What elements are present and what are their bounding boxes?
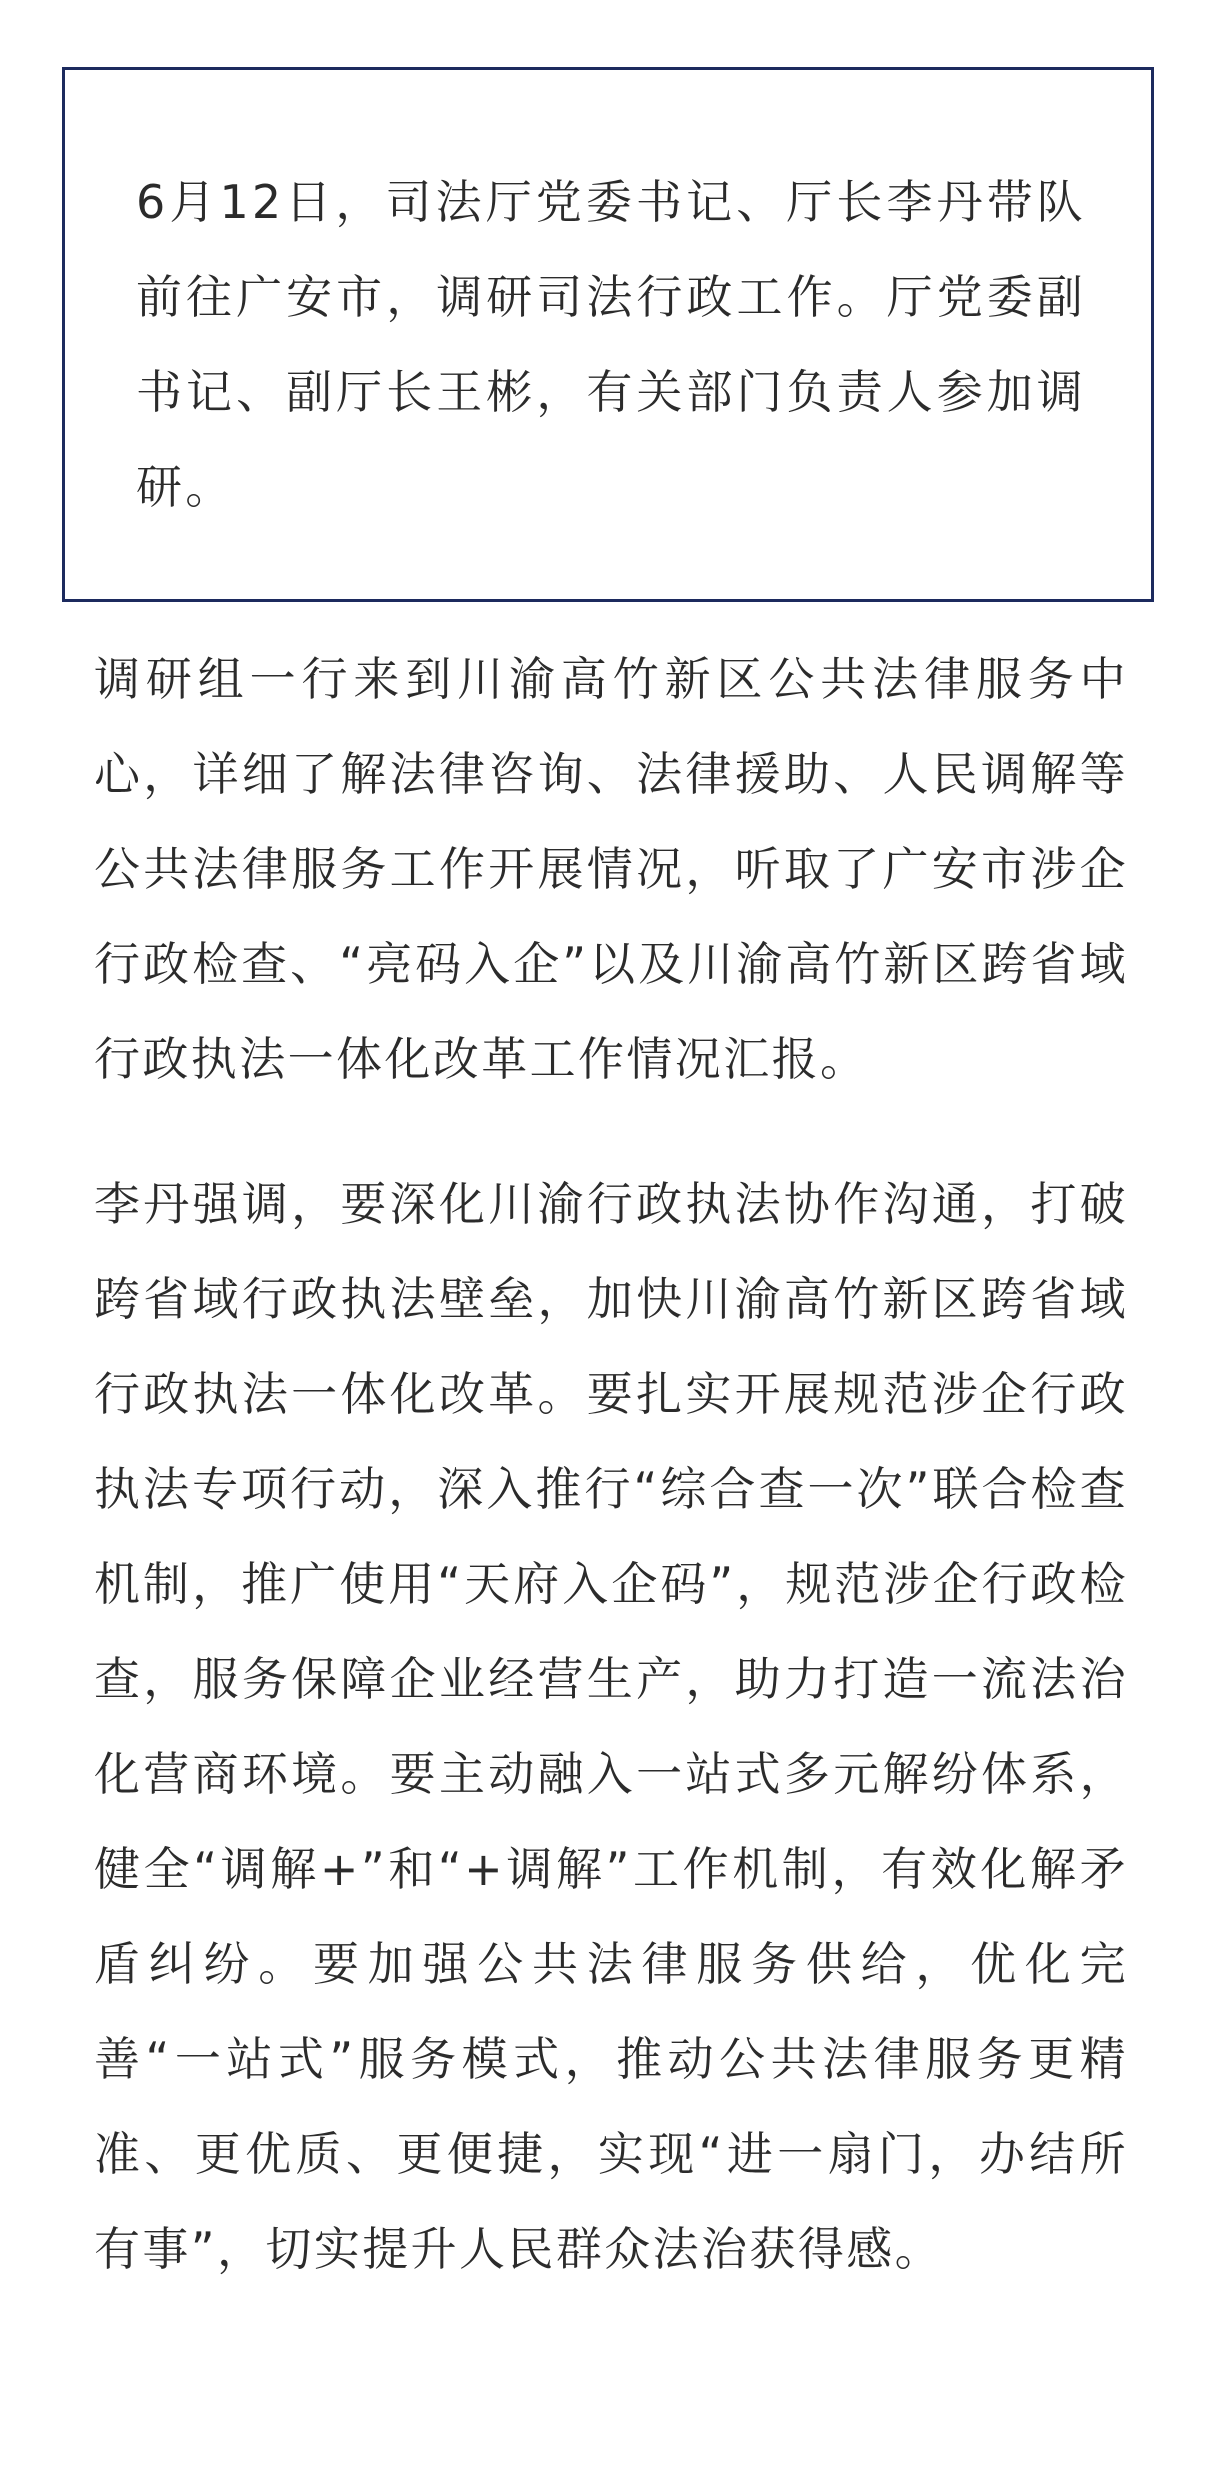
article-paragraph-1: 调研组一行来到川渝高竹新区公共法律服务中心，详细了解法律咨询、法律援助、人民调解等公共法律服务工作开展情况，听取了广安市涉企行政检查、“亮码入企”以及川渝高竹新区跨省域行政执法一体化改革工作情况汇报。 bbox=[94, 652, 1128, 1086]
article-paragraph-2: 李丹强调，要深化川渝行政执法协作沟通，打破跨省域行政执法壁垒，加快川渝高竹新区跨省域行政执法一体化改革。要扎实开展规范涉企行政执法专项行动，深入推行“综合查一次”联合检查机制，推广使用“天府入企码”，规范涉企行政检查，服务保障企业经营生产，助力打造一流法治化营商环境。要主动融入一站式多元解纷体系，健全“调解+”和“+调解”工作机制，有效化解矛盾纠纷。要加强公共法律服务供给，优化完善“一站式”服务模式，推动公共法律服务更精准、更优质、更便捷，实现“进一扇门，办结所有事”，切实提升人民群众法治获得感。 bbox=[94, 1177, 1128, 2276]
article-body bbox=[94, 632, 1128, 2347]
intro-summary-text: 6月12日，司法厅党委书记、厅长李丹带队前往广安市，调研司法行政工作。厅党委副书记、副厅长王彬，有关部门负责人参加调研。 bbox=[136, 175, 1086, 514]
intro-summary-box bbox=[62, 67, 1154, 602]
